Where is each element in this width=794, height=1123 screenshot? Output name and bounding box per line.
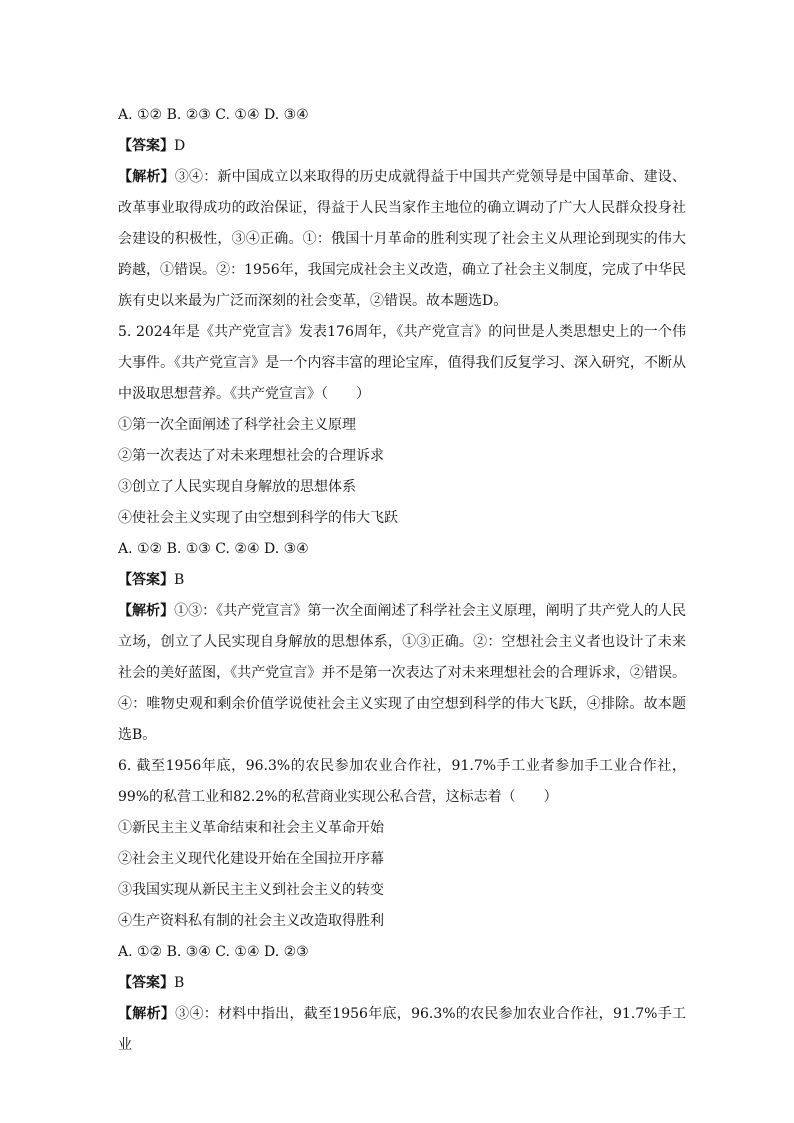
q5-analysis-text: ①③：《共产党宣言》第一次全面阐述了科学社会主义原理，阐明了共产党人的人民立场，创立了人民实现自身解放的思想体系，①③正确。②：空想社会主义者也设计了未来社会的美好蓝图，《共产党宣言》并不是第一次表达了对未来理想社会的合理诉求，②错误。④：唯物史观和剩余价值学说使社会主义实现了由空想到科学的伟大飞跃，④排除。故本题选B。 bbox=[118, 603, 687, 743]
q6-item: ①新民主主义革命结束和社会主义革命开始 bbox=[118, 820, 384, 836]
q6-item: ④生产资料私有制的社会主义改造取得胜利 bbox=[118, 913, 384, 929]
q4-options: A. ①② B. ②③ C. ①④ D. ③④ bbox=[118, 107, 309, 123]
q6-item: ③我国实现从新民主主义到社会主义的转变 bbox=[118, 882, 384, 898]
q6-analysis-text: ③④：材料中指出，截至1956年底，96.3%的农民参加农业合作社，91.7%手工业 bbox=[118, 1006, 687, 1053]
q4-analysis-text: ③④：新中国成立以来取得的历史成就得益于中国共产党领导是中国革命、建设、改革事业取得成功的政治保证，得益于人民当家作主地位的确立调动了广大人民群众投身社会建设的积极性，③④正确。①：俄国十月革命的胜利实现了社会主义从理论到现实的伟大跨越，①错误。②：1956年，我国完成社会主义改造，确立了社会主义制度，完成了中华民族有史以来最为广泛而深刻的社会变革，②错误。故本题选D。 bbox=[118, 169, 687, 309]
q5-analysis bbox=[118, 596, 686, 751]
q4-analysis-label: 【解析】 bbox=[118, 169, 175, 185]
q5-item: ①第一次全面阐述了科学社会主义原理 bbox=[118, 417, 356, 433]
q4-answer-label: 【答案】 bbox=[118, 138, 174, 154]
q5-answer bbox=[118, 565, 686, 596]
q6-options: A. ①② B. ③④ C. ①④ D. ②③ bbox=[118, 944, 309, 960]
q5-item: ④使社会主义实现了由空想到科学的伟大飞跃 bbox=[118, 510, 398, 526]
q5-analysis-label: 【解析】 bbox=[118, 603, 175, 619]
q6-stem: 6. 截至1956年底，96.3%的农民参加农业合作社，91.7%手工业者参加手工业合作社，99%的私营工业和82.2%的私营商业实现公私合营，这标志着（ ） bbox=[118, 758, 686, 805]
q5-options: A. ①② B. ①③ C. ②④ D. ③④ bbox=[118, 541, 309, 557]
q6-analysis-label: 【解析】 bbox=[118, 1006, 176, 1022]
q5-item: ②第一次表达了对未来理想社会的合理诉求 bbox=[118, 448, 384, 464]
q4-answer bbox=[118, 131, 686, 162]
q6-analysis bbox=[118, 999, 686, 1061]
q6-answer-label: 【答案】 bbox=[118, 975, 174, 991]
q5-item: ③创立了人民实现自身解放的思想体系 bbox=[118, 479, 356, 495]
q6-answer-value: B bbox=[174, 975, 185, 991]
q5-answer-value: B bbox=[174, 572, 185, 588]
q4-answer-value: D bbox=[174, 138, 186, 154]
q5-stem: 5. 2024年是《共产党宣言》发表176周年，《共产党宣言》的问世是人类思想史上的一个伟大事件。《共产党宣言》是一个内容丰富的理论宝库，值得我们反复学习、深入研究，不断从中汲取思想营养。《共产党宣言》（ ） bbox=[118, 324, 686, 402]
q6-answer bbox=[118, 968, 686, 999]
q5-answer-label: 【答案】 bbox=[118, 572, 174, 588]
page-content bbox=[118, 100, 686, 1061]
q4-analysis bbox=[118, 162, 686, 317]
q6-item: ②社会主义现代化建设开始在全国拉开序幕 bbox=[118, 851, 384, 867]
